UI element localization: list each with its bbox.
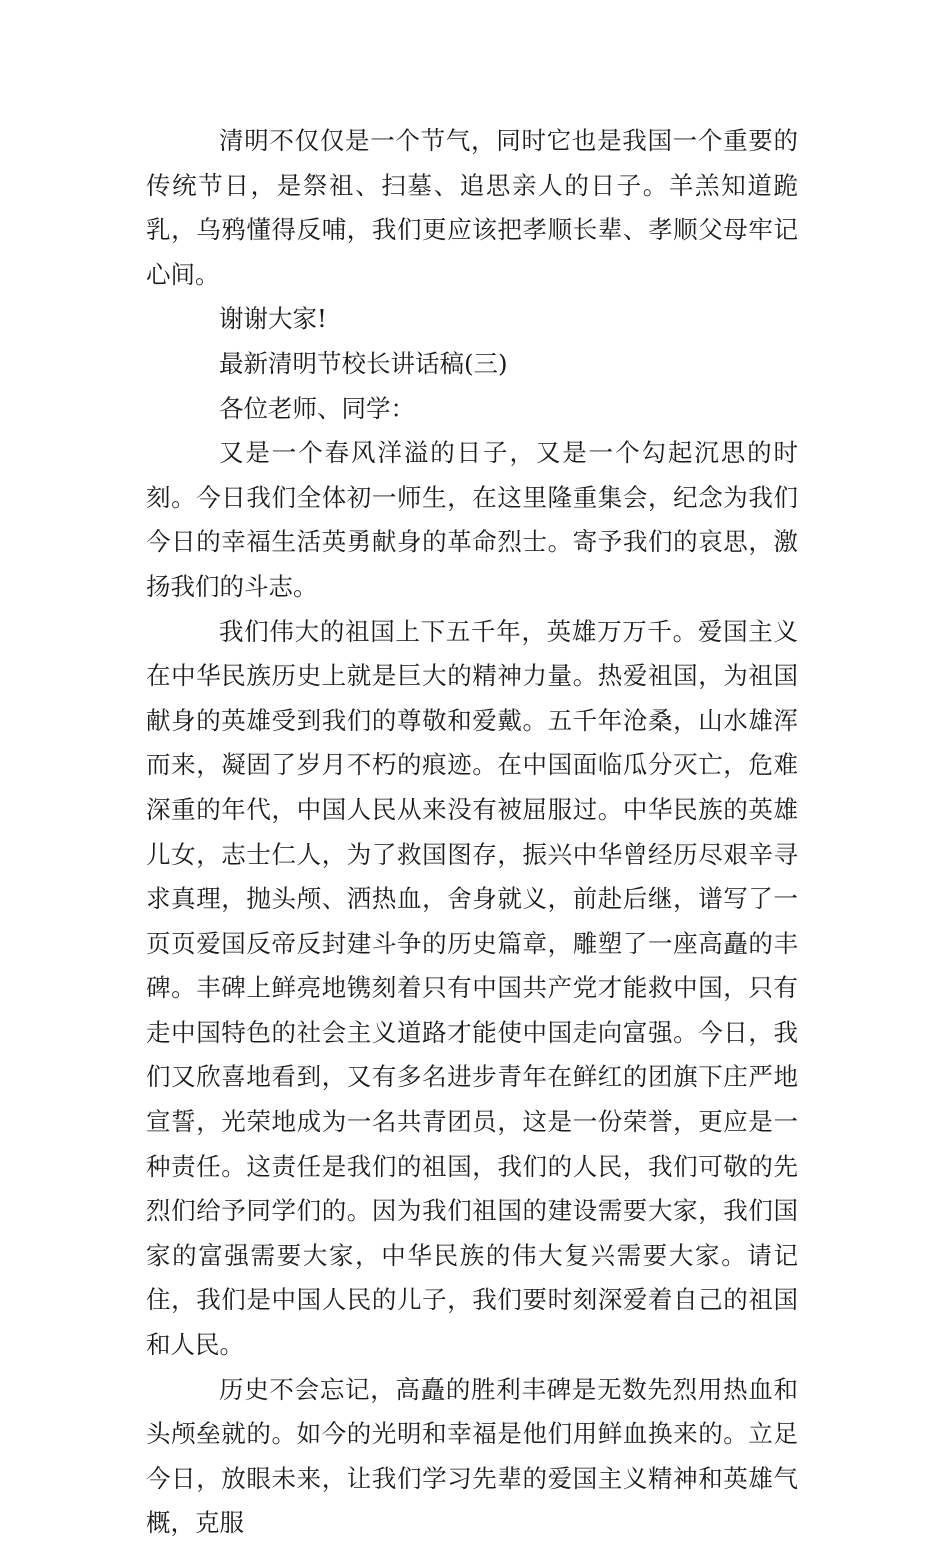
- paragraph-filial-piety: 清明不仅仅是一个节气，同时它也是我国一个重要的传统节日，是祭祖、扫墓、追思亲人的日子。羊羔知道跪乳，乌鸦懂得反哺，我们更应该把孝顺长辈、孝顺父母牢记心间。: [146, 126, 798, 289]
- paragraph-opening: 又是一个春风洋溢的日子，又是一个勾起沉思的时刻。今日我们全体初一师生，在这里隆重集会，纪念为我们今日的幸福生活英勇献身的革命烈士。寄予我们的哀思，激扬我们的斗志。: [146, 438, 798, 601]
- paragraph-thanks: 谢谢大家!: [219, 304, 327, 334]
- paragraph-heroes: 我们伟大的祖国上下五千年，英雄万万千。爱国主义在中华民族历史上就是巨大的精神力量。热爱祖国，为祖国献身的英雄受到我们的尊敬和爱戴。五千年沧桑，山水雄浑而来，凝固了岁月不朽的痕迹。在中国面临瓜分灭亡，危难深重的年代，中国人民从来没有被屈服过。中华民族的英雄儿女，志士仁人，为了救国图存，振兴中华曾经历尽艰辛寻求真理，抛头颅、洒热血，舍身就义，前赴后继，谱写了一页页爱国反帝反封建斗争的历史篇章，雕塑了一座高矗的丰碑。丰碑上鲜亮地镌刻着只有中国共产党才能救中国，只有走中国特色的社会主义道路才能使中国走向富强。今日，我们又欣喜地看到，又有多名进步青年在鲜红的团旗下庄严地宣誓，光荣地成为一名共青团员，这是一份荣誉，更应是一种责任。这责任是我们的祖国，我们的人民，我们可敬的先烈们给予同学们的。因为我们祖国的建设需要大家，我们国家的富强需要大家，中华民族的伟大复兴需要大家。请记住，我们是中国人民的儿子，我们要时刻深爱着自己的祖国和人民。: [146, 616, 798, 1360]
- salutation: 各位老师、同学：: [219, 393, 415, 423]
- paragraph-history: 历史不会忘记，高矗的胜利丰碑是无数先烈用热血和头颅垒就的。如今的光明和幸福是他们用鲜血换来的。立足今日，放眼未来，让我们学习先辈的爱国主义精神和英雄气概，克服: [146, 1374, 798, 1538]
- document-body: [146, 119, 798, 1546]
- section-title: 最新清明节校长讲话稿(三): [219, 348, 508, 378]
